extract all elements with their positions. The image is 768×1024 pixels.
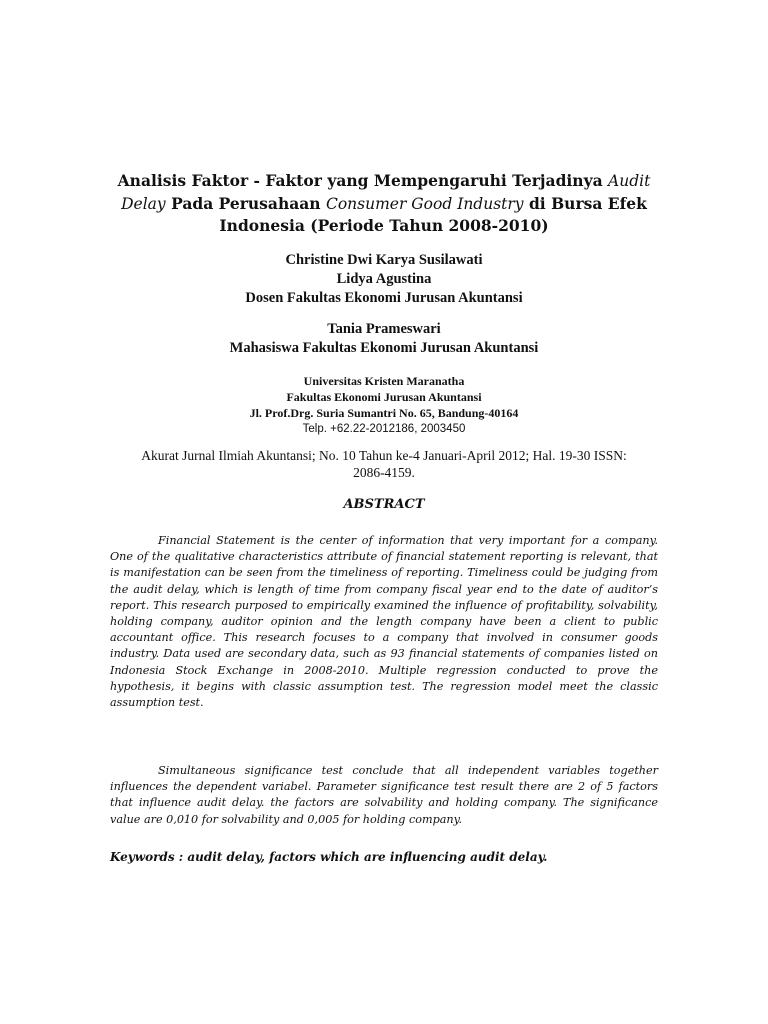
abstract-paragraph-1: Financial Statement is the center of information that very important for a company. One of the qualitative characteristics attribute of financial statement reporting is relevant, that is manifestation can be seen from the timeliness of reporting. Timeliness could be judging from the audit delay, which is length of time from company fiscal year end to the date of auditor’s report. This research purposed to empirically examined the influence of profitability, solvability, holding company, auditor opinion and the length company have been a client to public accountant office. This research focuses to a company that involved in consumer goods industry. Data used are secondary data, such as 93 financial statements of companies listed on Indonesia Stock Exchange in 2008-2010. Multiple regression conducted to prove the hypothesis, it begins with classic assumption test. The regression model meet the classic assumption test. [110, 534, 658, 710]
author-block-lecturers [110, 251, 658, 308]
title-italic-audit-delay: Audit Delay [121, 172, 651, 213]
paper-title [110, 170, 658, 238]
title-italic-consumer-good-industry: Consumer Good Industry [325, 194, 524, 213]
journal-citation-line: Akurat Jurnal Ilmiah Akuntansi; No. 10 Tahun ke-4 Januari-April 2012; Hal. 19-30 ISSN: [141, 448, 627, 463]
university-name: Universitas Kristen Maranatha [303, 374, 465, 388]
author-position: Mahasiswa Fakultas Ekonomi Jurusan Akuntansi [229, 340, 539, 356]
abstract-paragraph-2: Simultaneous significance test conclude that all independent variables together influences the dependent variabel. Parameter significance test result there are 2 of 5 factors that influence audit delay. the factors are solvability and holding company. The significance value are 0,010 for solvability and 0,005 for holding company. [110, 764, 658, 826]
author-name: Lidya Agustina [336, 271, 432, 287]
title-part-3: di Bursa Efek Indonesia (Periode Tahun 2008-2010) [219, 193, 647, 235]
author-name: Christine Dwi Karya Susilawati [285, 252, 483, 268]
title-part-1: Analisis Faktor - Faktor yang Mempengaruhi Terjadinya [117, 171, 609, 190]
author-position: Dosen Fakultas Ekonomi Jurusan Akuntansi [245, 290, 523, 306]
keywords: Keywords : audit delay, factors which are influencing audit delay. [110, 850, 548, 864]
telephone: Telp. +62.22-2012186, 2003450 [302, 423, 466, 435]
affiliation-block [110, 373, 658, 437]
journal-citation-line: 2086-4159. [353, 465, 415, 480]
author-block-student [110, 320, 658, 358]
author-name: Tania Prameswari [327, 321, 441, 337]
title-part-2: Pada Perusahaan [165, 193, 326, 213]
journal-citation [110, 447, 658, 481]
abstract-heading: ABSTRACT [343, 497, 425, 512]
faculty-name: Fakultas Ekonomi Jurusan Akuntansi [286, 390, 482, 404]
address: Jl. Prof.Drg. Suria Sumantri No. 65, Bandung-40164 [249, 406, 519, 420]
